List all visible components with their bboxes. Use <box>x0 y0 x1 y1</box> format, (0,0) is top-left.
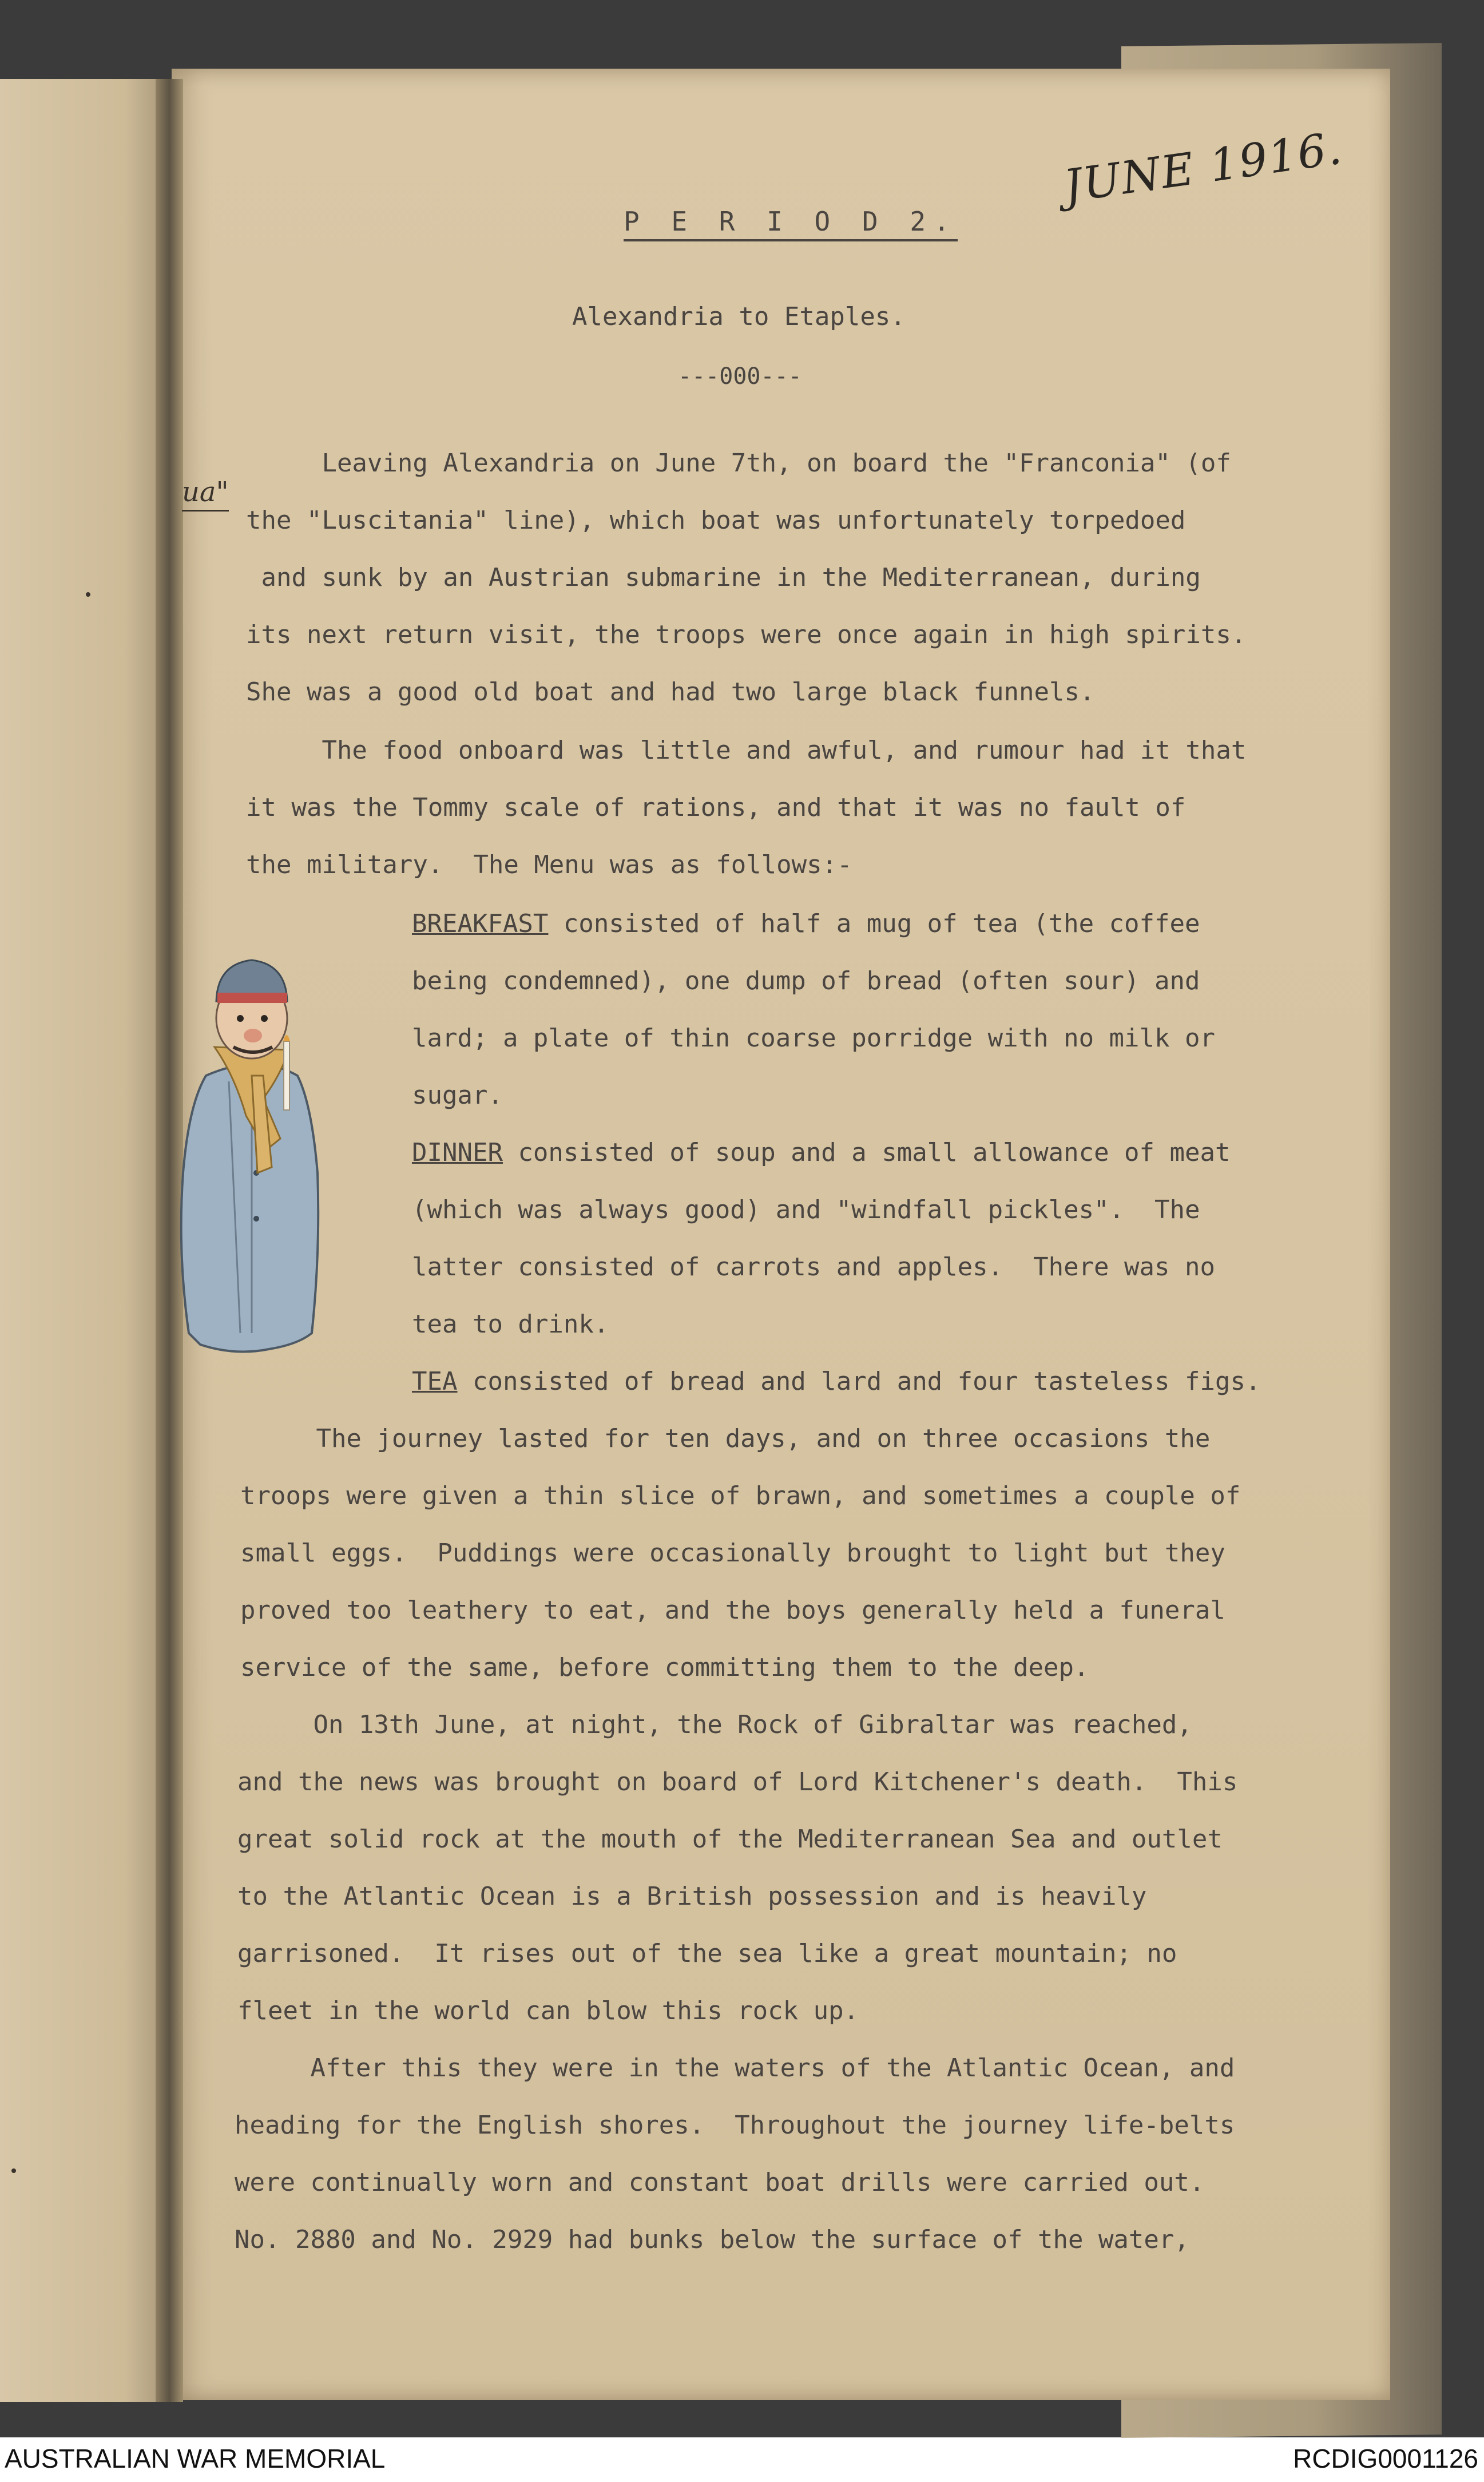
margin-dot <box>86 592 90 597</box>
text-line: small eggs. Puddings were occasionally brought to light but they <box>240 1539 1225 1568</box>
menu-breakfast <box>412 895 1384 1124</box>
text-line: troops were given a thin slice of brawn, and sometimes a couple of <box>240 1481 1241 1510</box>
text-line: proved too leathery to eat, and the boys generally held a funeral <box>240 1596 1225 1625</box>
text-line <box>412 895 1384 953</box>
footer-record-id: RCDIG0001126 <box>1293 2444 1478 2473</box>
text-line: to the Atlantic Ocean is a British possession and is heavily <box>237 1882 1147 1911</box>
paragraph-journey <box>240 1410 1384 1696</box>
text-line: the military. The Menu was as follows:- <box>246 850 852 879</box>
title-divider: ---000--- <box>678 363 802 390</box>
margin-annotation: ua" <box>182 476 229 508</box>
menu-label-tea: TEA <box>412 1367 458 1396</box>
text-line <box>412 1124 1384 1181</box>
text-line: Leaving Alexandria on June 7th, on board the "Franconia" (of <box>246 449 1231 478</box>
margin-dot <box>11 2168 16 2173</box>
text-line: The food onboard was little and awful, and rumour had it that <box>246 736 1247 765</box>
text-line: sugar. <box>412 1081 503 1110</box>
text-line: were continually worn and constant boat drills were carried out. <box>235 2168 1205 2197</box>
menu-text: consisted of bread and lard and four tasteless figs. <box>457 1367 1261 1396</box>
menu-tea <box>412 1353 1384 1410</box>
text-line: fleet in the world can blow this rock up. <box>237 1996 859 2025</box>
text-line: The journey lasted for ten days, and on three occasions the <box>240 1424 1211 1453</box>
text-line: (which was always good) and "windfall pickles". The <box>412 1195 1200 1224</box>
text-line: heading for the English shores. Throughout the journey life-belts <box>235 2111 1235 2140</box>
text-line: tea to drink. <box>412 1310 609 1339</box>
handwritten-date: JUNE 1916. <box>1061 122 1346 213</box>
text-line: being condemned), one dump of bread (often sour) and <box>412 966 1200 996</box>
text-line: After this they were in the waters of the Atlantic Ocean, and <box>235 2053 1235 2083</box>
menu-text: consisted of half a mug of tea (the coffee <box>548 909 1200 938</box>
menu-dinner <box>412 1124 1384 1353</box>
paragraph-gibraltar <box>237 1696 1382 2040</box>
text-line <box>412 1353 1384 1410</box>
text-line: garrisoned. It rises out of the sea like a great mountain; no <box>237 1939 1177 1968</box>
paragraph-food <box>246 722 1390 894</box>
text-line: it was the Tommy scale of rations, and that it was no fault of <box>246 793 1186 822</box>
menu-label-dinner: DINNER <box>412 1138 503 1167</box>
page-title: P E R I O D 2. <box>624 206 958 241</box>
text-line: No. 2880 and No. 2929 had bunks below the surface of the water, <box>235 2225 1189 2254</box>
paragraph-atlantic <box>235 2040 1379 2269</box>
text-line: On 13th June, at night, the Rock of Gibraltar was reached, <box>237 1710 1192 1739</box>
text-line: its next return visit, the troops were once again in high spirits. <box>246 620 1247 649</box>
paragraph-departure <box>246 435 1390 721</box>
left-page <box>0 79 177 2402</box>
text-line: lard; a plate of thin coarse porridge with no milk or <box>412 1024 1215 1053</box>
footer-archive-name: AUSTRALIAN WAR MEMORIAL <box>5 2444 386 2473</box>
text-line: latter consisted of carrots and apples. There was no <box>412 1252 1215 1282</box>
text-line: and the news was brought on board of Lord Kitchener's death. This <box>237 1767 1238 1797</box>
text-line: She was a good old boat and had two large black funnels. <box>246 677 1095 707</box>
text-line: and sunk by an Austrian submarine in the Mediterranean, during <box>246 563 1201 592</box>
text-line: great solid rock at the mouth of the Mediterranean Sea and outlet <box>237 1825 1223 1854</box>
page-subtitle: Alexandria to Etaples. <box>572 302 906 331</box>
text-line: the "Luscitania" line), which boat was unfortunately torpedoed <box>246 506 1186 535</box>
menu-label-breakfast: BREAKFAST <box>412 909 549 938</box>
text-line: service of the same, before committing them to the deep. <box>240 1653 1089 1682</box>
menu-text: consisted of soup and a small allowance of meat <box>502 1138 1231 1167</box>
sailor-illustration <box>166 933 349 1367</box>
